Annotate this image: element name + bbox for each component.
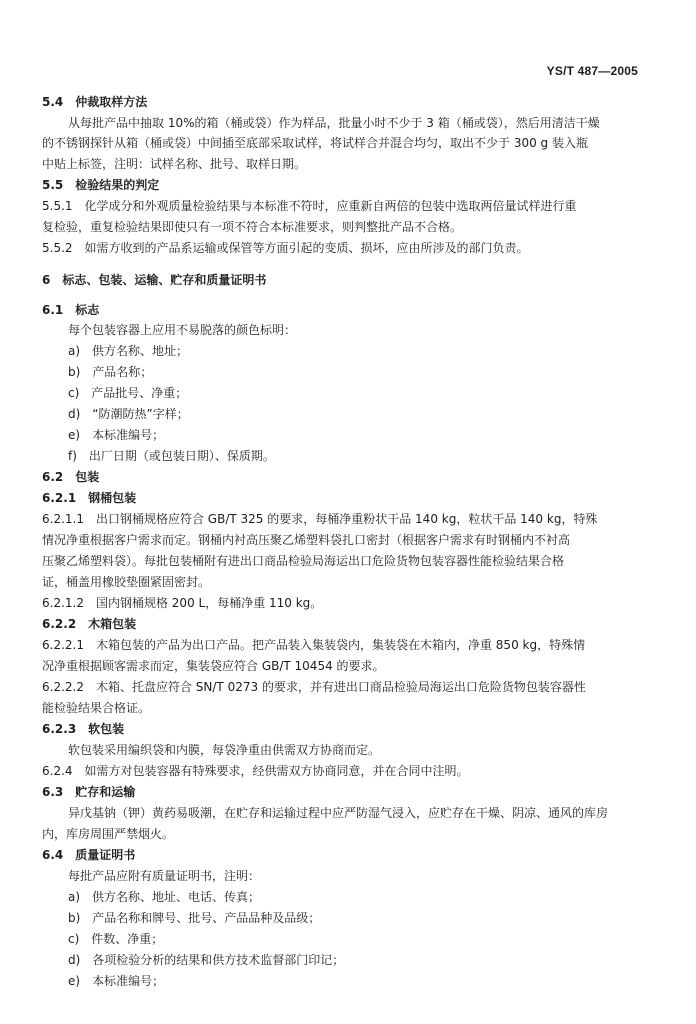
text-line: f) 出厂日期（或包装日期）、保质期。	[68, 449, 275, 463]
text-line: 复检验，重复检验结果即使只有一项不符合本标准要求，则判整批产品不合格。	[42, 220, 463, 234]
text-line: 每批产品应附有质量证明书，注明：	[68, 869, 261, 883]
text-line: 能检验结果合格证。	[42, 701, 151, 715]
text-line: 况净重根据顾客需求而定，集装袋应符合 GB/T 10454 的要求。	[42, 659, 385, 673]
text-line: 证，桶盖用橡胶垫圈紧固密封。	[42, 575, 211, 589]
text-line: c) 件数、净重；	[68, 932, 164, 946]
section-heading: 6.4 质量证明书	[42, 848, 136, 862]
document-code: YS/T 487—2005	[546, 64, 638, 78]
text-line: 内，库房周围严禁烟火。	[42, 827, 175, 841]
section-heading: 6 标志、包装、运输、贮存和质量证明书	[42, 273, 267, 287]
text-line: 压聚乙烯塑料袋）。每批包装桶附有进出口商品检验局海运出口危险货物包装容器性能检验结果合格	[42, 554, 565, 568]
section-heading: 5.4 仲裁取样方法	[42, 95, 148, 109]
text-line: 的不锈钢探针从箱（桶或袋）中间插至底部采取试样，将试样合并混合均匀，取出不少于 300 g 装入瓶	[42, 136, 588, 150]
text-line: 每个包装容器上应用不易脱落的颜色标明：	[68, 323, 297, 337]
text-line: 中贴上标签，注明：试样名称、批号、取样日期。	[42, 157, 307, 171]
text-line: d) 各项检验分析的结果和供方技术监督部门印记；	[68, 953, 345, 967]
text-line: c) 产品批号、净重；	[68, 386, 188, 400]
section-heading: 6.2 包装	[42, 470, 100, 484]
text-line: 情况净重根据客户需求而定。钢桶内衬高压聚乙烯塑料袋扎口密封（根据客户需求有时钢桶内不衬高	[42, 533, 571, 547]
text-line: 6.2.4 如需方对包装容器有特殊要求，经供需双方协商同意，并在合同中注明。	[42, 764, 469, 778]
section-heading: 5.5 检验结果的判定	[42, 178, 160, 192]
text-line: 从每批产品中抽取 10%的箱（桶或袋）作为样品，批量小时不少于 3 箱（桶或袋），然后用清洁干燥	[68, 116, 600, 130]
text-line: e) 本标准编号；	[68, 428, 165, 442]
text-line: 6.2.2.2 木箱、托盘应符合 SN/T 0273 的要求，并有进出口商品检验局海运出口危险货物包装容器性	[42, 680, 586, 694]
text-line: 5.5.2 如需方收到的产品系运输或保管等方面引起的变质、损坏，应由所涉及的部门负责。	[42, 241, 529, 255]
text-line: b) 产品名称；	[68, 365, 153, 379]
text-line: 软包装采用编织袋和内膜，每袋净重由供需双方协商而定。	[68, 743, 381, 757]
section-heading: 6.2.1 钢桶包装	[42, 491, 137, 505]
text-line: e) 本标准编号；	[68, 974, 165, 988]
text-line: a) 供方名称、地址、电话、传真；	[68, 890, 261, 904]
section-heading: 6.2.2 木箱包装	[42, 617, 137, 631]
section-heading: 6.1 标志	[42, 303, 100, 317]
text-line: 5.5.1 化学成分和外观质量检验结果与本标准不符时，应重新自两倍的包装中选取两倍量试样进行重	[42, 199, 577, 213]
text-line: 6.2.1.2 国内钢桶规格 200 L，每桶净重 110 kg。	[42, 596, 323, 610]
section-heading: 6.2.3 软包装	[42, 722, 125, 736]
text-line: 6.2.2.1 木箱包装的产品为出口产品。把产品装入集装袋内，集装袋在木箱内，净重 850 kg，特殊情	[42, 638, 586, 652]
text-line: 6.2.1.1 出口钢桶规格应符合 GB/T 325 的要求，每桶净重粉状干品 140 kg，粒状干品 140 kg，特殊	[42, 512, 598, 526]
text-line: d) “防潮防热”字样；	[68, 407, 189, 421]
text-line: a) 供方名称、地址；	[68, 344, 189, 358]
text-line: b) 产品名称和牌号、批号、产品品种及品级；	[68, 911, 321, 925]
text-line: 异戊基钠（钾）黄药易吸潮，在贮存和运输过程中应严防湿气浸入，应贮存在干燥、阴凉、通风的库房	[68, 806, 609, 820]
section-heading: 6.3 贮存和运输	[42, 785, 136, 799]
